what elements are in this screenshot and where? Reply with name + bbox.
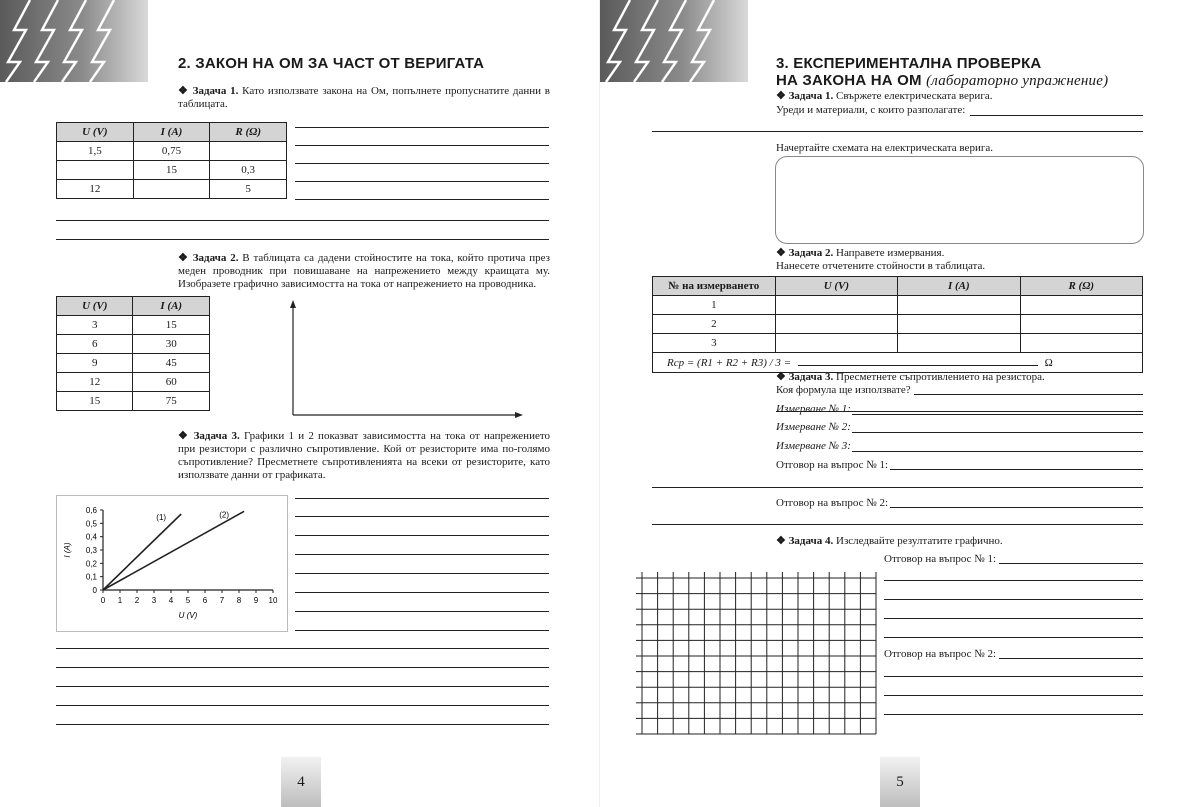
table-header-row: [57, 297, 210, 316]
answer-line[interactable]: [852, 451, 1143, 452]
materials-label: Уреди и материали, с които разполагате:: [776, 104, 966, 116]
table-cell[interactable]: [1020, 296, 1142, 315]
y-tick-label: 0,5: [85, 519, 97, 529]
page-title-right: [776, 55, 1108, 90]
col-header: I (A): [898, 277, 1020, 296]
title-line-2: НА ЗАКОНА НА ОМ: [776, 72, 922, 89]
answer-line[interactable]: [884, 714, 1143, 715]
draw-scheme-label: Начертайте схемата на електрическата верига.: [776, 142, 993, 154]
x-tick-label: 4: [168, 596, 174, 605]
r-task2-text: [776, 247, 944, 260]
table-cell: 3: [653, 334, 776, 353]
series-line-1: [103, 514, 181, 590]
table-cell[interactable]: [898, 334, 1020, 353]
table-row: [653, 353, 1143, 373]
measurement-3-label: Измерване № 3:: [776, 440, 851, 452]
formula-cell: [653, 353, 1143, 373]
x-tick-label: 7: [219, 596, 225, 605]
answer-line[interactable]: [884, 637, 1143, 638]
table-cell[interactable]: [775, 315, 897, 334]
table-cell: 1,5: [57, 142, 134, 161]
title-note: (лабораторно упражнение): [926, 73, 1109, 89]
table-cell: 15: [133, 161, 210, 180]
table-row: [57, 354, 210, 373]
formula-blank[interactable]: [798, 356, 1038, 366]
answer-1-label: Отговор на въпрос № 1:: [776, 459, 889, 471]
task1-table: [56, 122, 287, 199]
task3-label: ❖ Задача 3.: [178, 430, 240, 442]
table-cell: 12: [57, 180, 134, 199]
y-tick-label: 0,3: [85, 546, 97, 555]
ohm-chart: [56, 495, 288, 632]
task2-label: ❖ Задача 2.: [178, 252, 239, 264]
col-header: I (A): [133, 297, 210, 316]
table-cell: [57, 161, 134, 180]
table-row: [57, 180, 287, 199]
table-cell: 0,3: [210, 161, 287, 180]
table-row: [57, 392, 210, 411]
page-gutter: [599, 0, 600, 807]
y-tick-label: 0: [92, 586, 97, 595]
answer-line[interactable]: [652, 487, 1143, 488]
answer-line[interactable]: [999, 563, 1143, 564]
task2-body: В таблицата са дадени стойностите на тока, който протича през меден проводник при повишаване на напрежението между краищата му. Изобразете графично зависимостта на тока от напрежението на проводника.: [178, 252, 551, 290]
answer-line[interactable]: [884, 599, 1143, 600]
x-tick-label: 5: [185, 596, 191, 605]
title-line-1: 3. ЕКСПЕРИМЕНТАЛНА ПРОВЕРКА: [776, 55, 1042, 72]
corner-decoration-left: [0, 0, 148, 82]
answer-line[interactable]: [652, 524, 1143, 525]
table-cell[interactable]: [898, 315, 1020, 334]
x-tick-label: 6: [202, 596, 208, 605]
scheme-drawing-box[interactable]: [775, 156, 1144, 244]
col-header: I (A): [133, 123, 210, 142]
table-cell: 6: [57, 335, 133, 354]
table-row: [653, 296, 1143, 315]
answer-line[interactable]: [852, 414, 1143, 415]
table-row: [653, 334, 1143, 353]
materials-line: [970, 115, 1143, 116]
answer-line[interactable]: [884, 695, 1143, 696]
task3-body: Графики 1 и 2 показват зависимостта на тока от напрежението при резистори с различно съпротивление. Кой от резисторите има по-голямо съпротивление? Пресметнете съпротивленията на всеки от резисторите, като използвате данни от графиката.: [178, 430, 550, 481]
table-cell: 75: [133, 392, 210, 411]
table-cell: 15: [57, 392, 133, 411]
col-header: U (V): [57, 297, 133, 316]
table-cell: 0,75: [133, 142, 210, 161]
y-tick-label: 0,2: [85, 559, 97, 569]
formula-unit: Ω: [1044, 357, 1053, 369]
y-tick-label: 0,6: [85, 506, 97, 515]
x-tick-label: 2: [134, 596, 140, 605]
task1-label: ❖ Задача 1.: [178, 85, 239, 97]
answer-line[interactable]: [884, 580, 1143, 581]
r-task4-label: ❖ Задача 4.: [776, 535, 834, 547]
graph-paper-grid[interactable]: [636, 570, 880, 736]
table-cell[interactable]: [1020, 334, 1142, 353]
answer-2-label: Отговор на въпрос № 2:: [776, 497, 889, 509]
r-task4-text: [776, 535, 1003, 548]
measurement-2-label: Измерване № 2:: [776, 421, 851, 433]
table-cell: 60: [133, 373, 210, 392]
table-cell: 3: [57, 316, 133, 335]
table-cell: [133, 180, 210, 199]
task3-text: [178, 430, 550, 482]
corner-decoration-right: [600, 0, 748, 82]
x-tick-label: 9: [253, 596, 259, 605]
col-header: R (Ω): [1020, 277, 1142, 296]
r-task1-text: [776, 90, 992, 103]
col-header: R (Ω): [210, 123, 287, 142]
answer-line[interactable]: [852, 432, 1143, 433]
table-cell: 30: [133, 335, 210, 354]
task4-answer-1-label: Отговор на въпрос № 1:: [884, 553, 997, 565]
zigzag-pattern-icon: [600, 0, 748, 82]
answer-line[interactable]: [890, 507, 1143, 508]
zigzag-pattern-icon: [0, 0, 148, 82]
table-cell: 15: [133, 316, 210, 335]
answer-line[interactable]: [999, 658, 1143, 659]
x-axis-label: U (V): [178, 611, 198, 620]
r-task3-label: ❖ Задача 3.: [776, 371, 834, 383]
table-row: [57, 142, 287, 161]
task1-body: Като използвате закона на Ом, попълнете пропуснатите данни в таблицата.: [178, 85, 551, 110]
table-cell[interactable]: [898, 296, 1020, 315]
page-title-left: 2. ЗАКОН НА ОМ ЗА ЧАСТ ОТ ВЕРИГАТА: [178, 55, 485, 72]
table-cell[interactable]: [775, 296, 897, 315]
col-header: U (V): [57, 123, 134, 142]
r-task2-text2: Нанесете отчетените стойности в таблицата.: [776, 260, 986, 272]
page-number-left: 4: [281, 757, 321, 807]
task4-answer-2-label: Отговор на въпрос № 2:: [884, 648, 997, 660]
answer-line[interactable]: [884, 676, 1143, 677]
table-row: [653, 315, 1143, 334]
table-cell: 12: [57, 373, 133, 392]
r-task3-text: [776, 371, 1045, 384]
table-row: [57, 373, 210, 392]
table-cell: [210, 142, 287, 161]
r-task1-label: ❖ Задача 1.: [776, 90, 834, 102]
answer-line[interactable]: [914, 394, 1143, 395]
table-header-row: [57, 123, 287, 142]
r-task2-label: ❖ Задача 2.: [776, 247, 834, 259]
table-cell: 45: [133, 354, 210, 373]
table-cell[interactable]: [1020, 315, 1142, 334]
r-task3-body: Пресметнете съпротивлението на резистора.: [836, 371, 1045, 383]
table-row: [57, 316, 210, 335]
series-line-2: [103, 511, 244, 590]
x-tick-label: 10: [268, 596, 278, 605]
series-label-2: (2): [219, 510, 229, 520]
x-tick-label: 0: [100, 596, 106, 605]
table-row: [57, 335, 210, 354]
r-task1-body: Свържете електрическата верига.: [836, 90, 993, 102]
r-task2-body: Направете измервания.: [836, 247, 945, 259]
task2-text: [178, 252, 550, 291]
task1-text: [178, 85, 550, 111]
series-label-1: (1): [156, 513, 167, 522]
x-tick-label: 3: [151, 596, 157, 605]
task2-table: [56, 296, 210, 411]
measurement-1-label: Измерване № 1:: [776, 403, 851, 415]
y-axis-label: I (A): [63, 542, 72, 558]
x-tick-label: 8: [236, 596, 242, 605]
col-header: U (V): [775, 277, 897, 296]
table-cell[interactable]: [775, 334, 897, 353]
answer-line[interactable]: [884, 618, 1143, 619]
table-cell: 1: [653, 296, 776, 315]
formula-question: Коя формула ще използвате?: [776, 384, 911, 396]
table-cell: 2: [653, 315, 776, 334]
table-cell: 5: [210, 180, 287, 199]
table-header-row: [653, 277, 1143, 296]
empty-graph-axes: [285, 300, 525, 420]
formula-label: Rср = (R1 + R2 + R3) / 3 =: [667, 357, 792, 369]
y-tick-label: 0,4: [85, 532, 97, 542]
y-tick-label: 0,1: [85, 572, 97, 582]
col-header: № на измерването: [653, 277, 776, 296]
measurement-table: [652, 276, 1143, 373]
table-row: [57, 161, 287, 180]
materials-line: [652, 131, 1143, 132]
page-number-right: 5: [880, 757, 920, 807]
table-cell: 9: [57, 354, 133, 373]
x-tick-label: 1: [117, 596, 123, 605]
answer-line[interactable]: [890, 469, 1143, 470]
r-task4-body: Изследвайте резултатите графично.: [836, 535, 1003, 547]
